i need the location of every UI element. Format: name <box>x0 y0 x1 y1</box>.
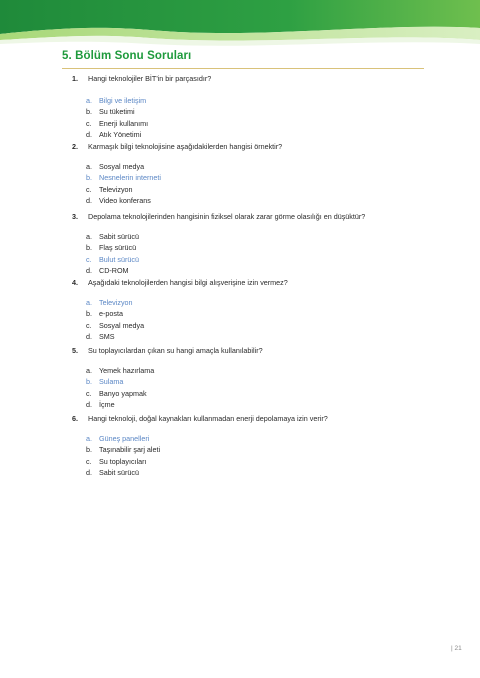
option-d: d. Sabit sürücü <box>86 468 139 478</box>
option-b: b. Nesnelerin interneti <box>86 173 161 183</box>
question-text: Aşağıdaki teknolojilerden hangisi bilgi alışverişine izin vermez? <box>88 278 288 287</box>
option-b: b. Taşınabilir şarj aleti <box>86 445 161 455</box>
question-1 <box>72 74 211 141</box>
question-number: 1. <box>72 74 78 83</box>
question-4 <box>72 278 288 343</box>
question-5 <box>72 346 263 411</box>
question-number: 2. <box>72 142 78 151</box>
option-d: d. İçme <box>86 400 115 410</box>
option-c: c. Su toplayıcıları <box>86 456 147 466</box>
option-d: d. CD-ROM <box>86 266 129 276</box>
option-d: d. SMS <box>86 332 115 342</box>
question-text: Su toplayıcılardan çıkan su hangi amaçla kullanılabilir? <box>88 346 263 355</box>
option-a: a. Sosyal medya <box>86 162 145 171</box>
option-d: d. Atık Yönetimi <box>86 130 142 140</box>
page-number: | 21 <box>451 645 462 652</box>
question-number: 3. <box>72 212 78 221</box>
header-wave-decoration <box>0 0 480 56</box>
option-b: b. Sulama <box>86 377 124 387</box>
option-b: b. Flaş sürücü <box>86 243 137 253</box>
question-number: 4. <box>72 278 78 287</box>
question-3 <box>72 212 365 277</box>
question-number: 5. <box>72 346 78 355</box>
option-d: d. Video konferans <box>86 196 151 206</box>
title-divider <box>62 68 424 69</box>
question-number: 6. <box>72 414 78 423</box>
option-a: a. Televizyon <box>86 298 133 307</box>
option-c: c. Banyo yapmak <box>86 388 147 398</box>
option-a: a. Bilgi ve iletişim <box>86 96 147 105</box>
option-a: a. Sabit sürücü <box>86 232 139 241</box>
section-title: 5. Bölüm Sonu Soruları <box>62 50 192 62</box>
question-2 <box>72 142 282 207</box>
option-c: c. Enerji kullanımı <box>86 118 149 128</box>
option-c: c. Bulut sürücü <box>86 254 139 264</box>
question-text: Karmaşık bilgi teknolojisine aşağıdakilerden hangisi örnektir? <box>88 142 283 151</box>
option-a: a. Güneş panelleri <box>86 434 150 443</box>
option-a: a. Yemek hazırlama <box>86 366 155 375</box>
option-b: b. e-posta <box>86 309 123 319</box>
question-6 <box>72 414 328 479</box>
question-text: Depolama teknolojilerinden hangisinin fiziksel olarak zarar görme olasılığı en düşüktür? <box>88 212 366 221</box>
question-text: Hangi teknolojiler BİT'in bir parçasıdır? <box>88 74 212 83</box>
option-c: c. Sosyal medya <box>86 320 145 330</box>
option-b: b. Su tüketimi <box>86 107 135 117</box>
question-text: Hangi teknoloji, doğal kaynakları kullanmadan enerji depolamaya izin verir? <box>88 414 328 423</box>
option-c: c. Televizyon <box>86 184 133 194</box>
